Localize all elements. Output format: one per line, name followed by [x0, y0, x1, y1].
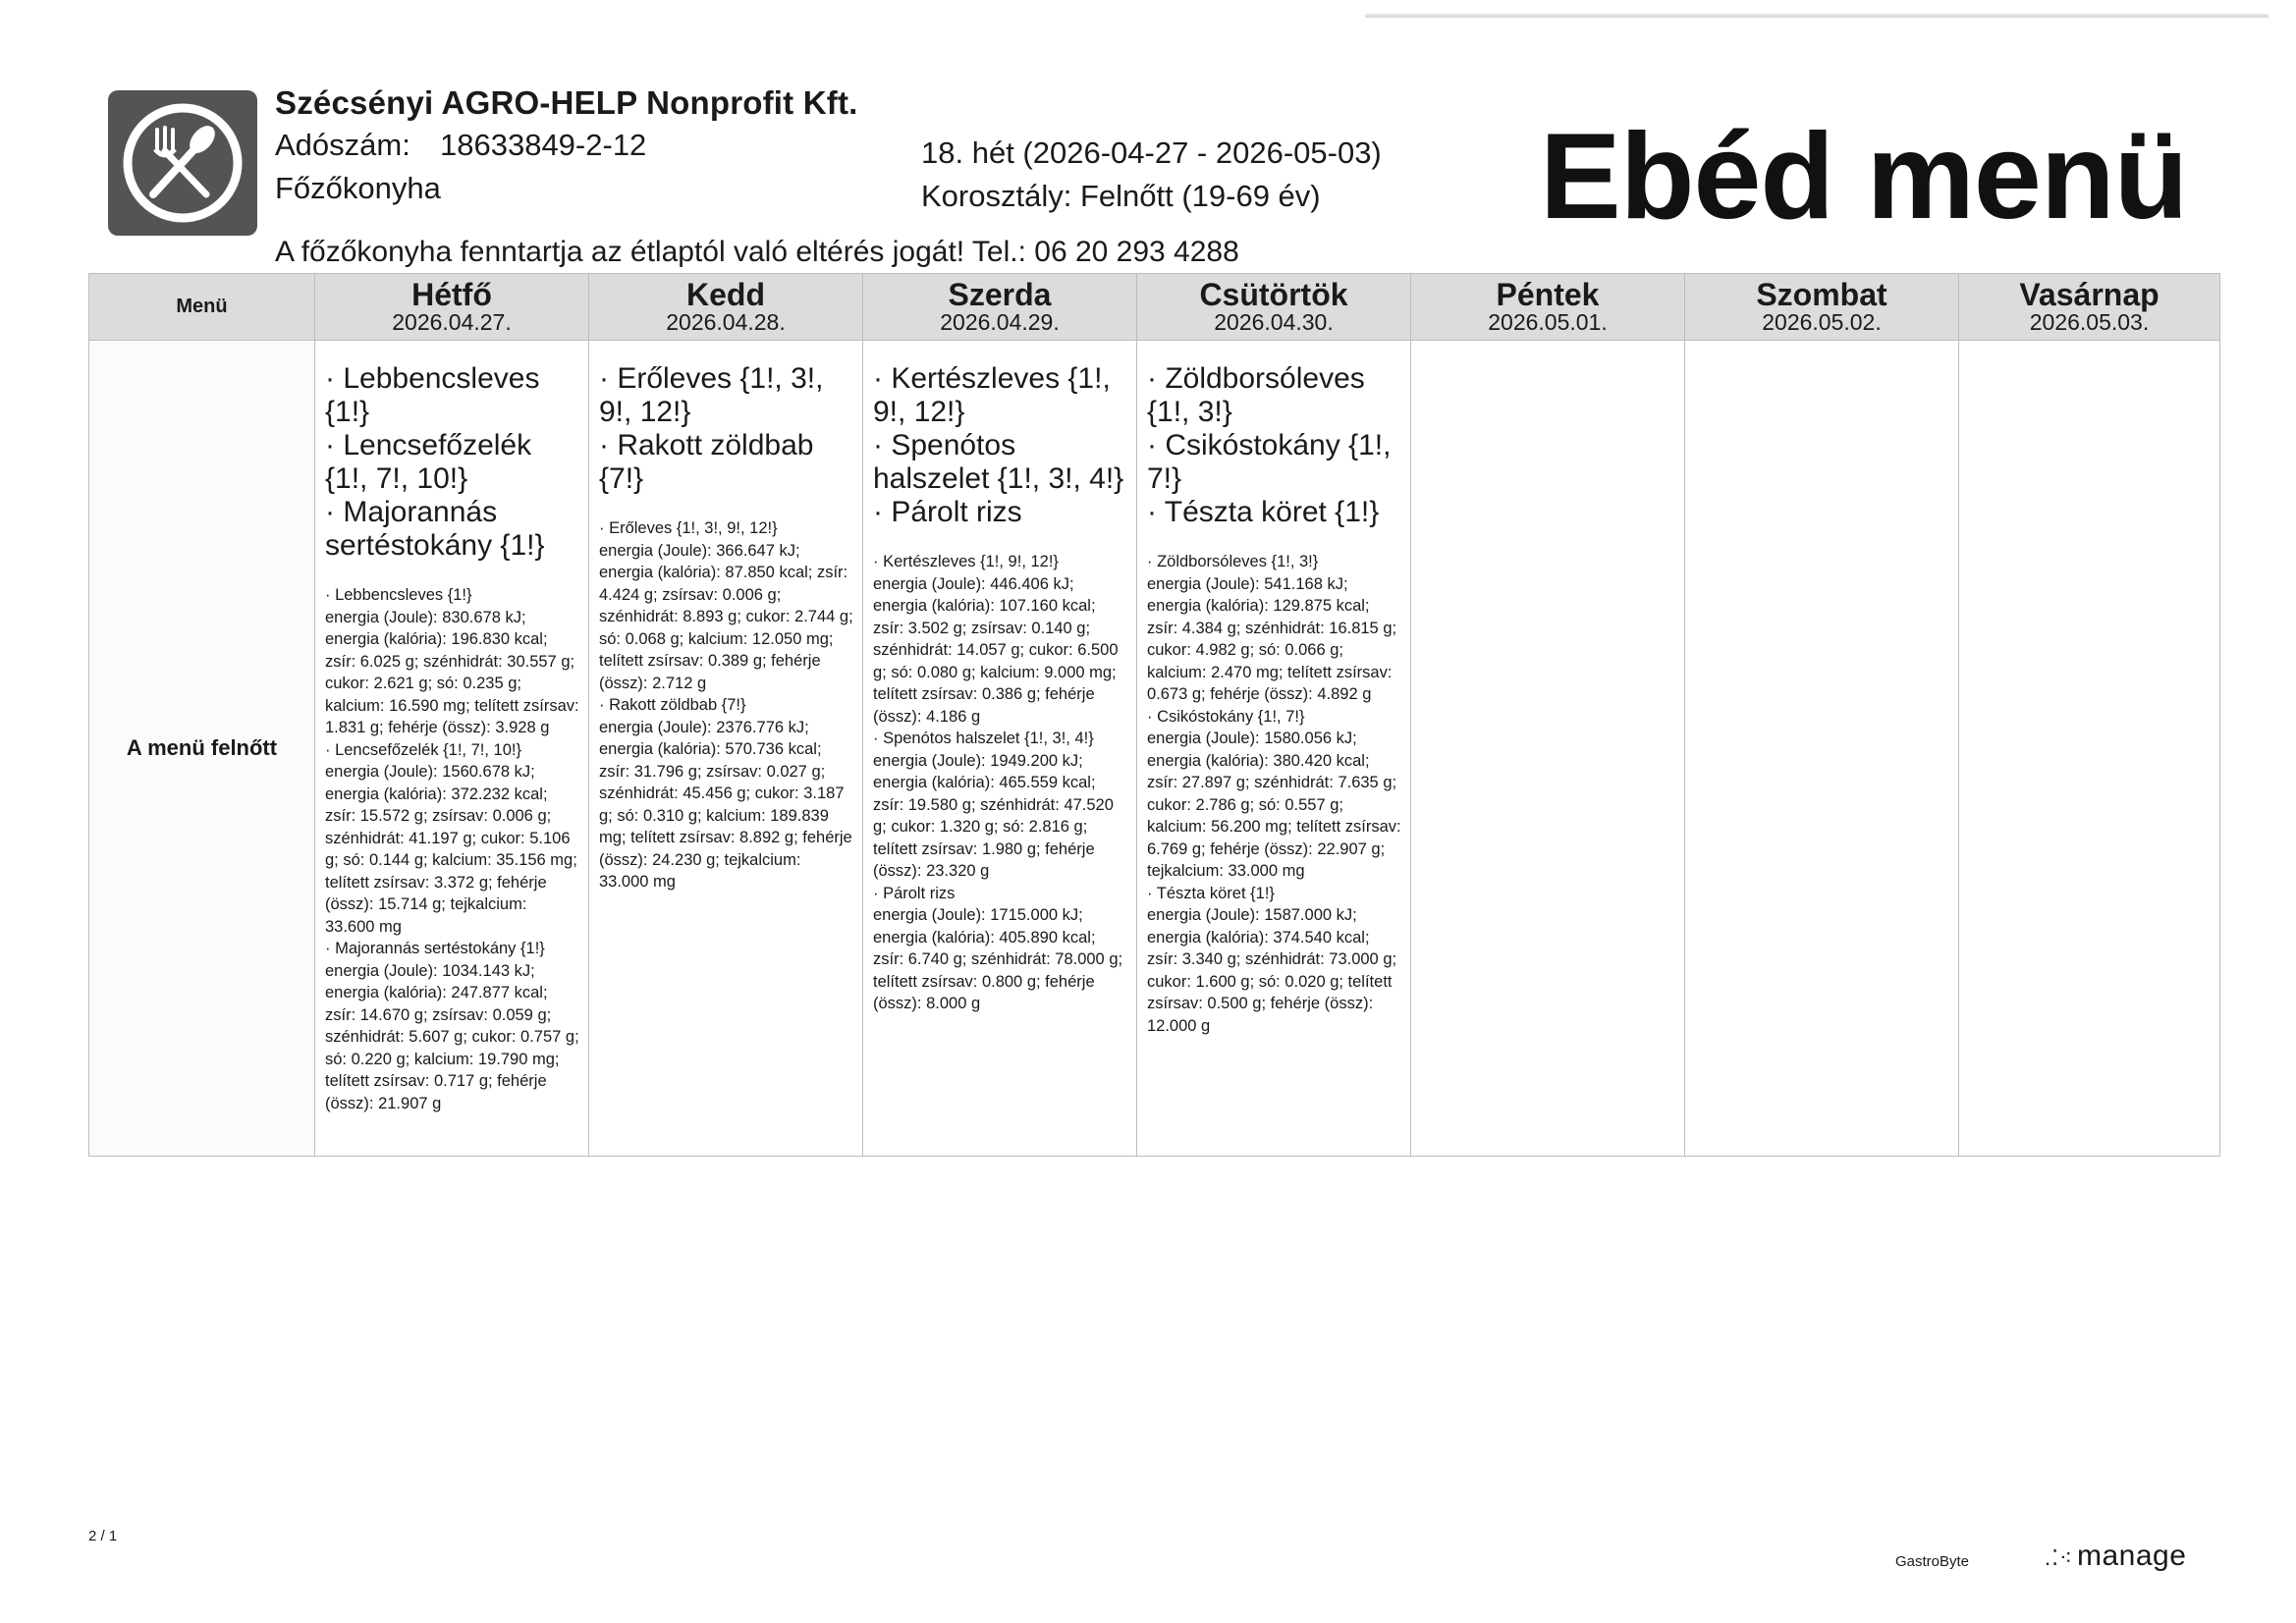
nutrition-dish: · Rakott zöldbab {7!}: [599, 696, 746, 714]
nutrition-dish: · Lencsefőzelék {1!, 7!, 10!}: [325, 740, 521, 759]
brand-manage-text: manage: [2077, 1540, 2187, 1572]
nutrition-values: energia (Joule): 1949.200 kJ; energia (kalória): 465.559 kcal; zsír: 19.580 g; szénhidrát: 47.520 g; cukor: 1.320 g; só: 2.816 g; telített zsírsav: 1.980 g; fehérje (össz): 23.320 g: [873, 751, 1114, 880]
nutrition-dish: · Spenótos halszelet {1!, 3!, 4!}: [873, 730, 1094, 747]
nutrition-values: energia (Joule): 1560.678 kJ; energia (kalória): 372.232 kcal; zsír: 15.572 g; zsírsav: 0.006 g; szénhidrát: 41.197 g; cukor: 5.106 g; só: 0.144 g; kalcium: 35.156 mg; telített zsírsav: 3.372 g; fehérje (össz): 15.714 g; tejkalcium: 33.600 mg: [325, 763, 577, 936]
nutrition-dish: · Tészta köret {1!}: [1147, 884, 1275, 902]
day-header-wednesday: [863, 274, 1137, 341]
day-name: Csütörtök: [1199, 276, 1348, 312]
nutrition-values: energia (Joule): 366.647 kJ; energia (kalória): 87.850 kcal; zsír: 4.424 g; zsírsav: 0.006 g; szénhidrát: 8.893 g; cukor: 2.744 g; só: 0.068 g; kalcium: 12.050 mg; telített zsírsav: 0.389 g; fehérje (össz): 2.712 g: [599, 541, 853, 692]
day-date: 2026.04.27.: [392, 309, 512, 336]
corner-label: Menü: [89, 274, 315, 341]
day-date: 2026.05.02.: [1762, 309, 1882, 336]
nutrition-values: energia (Joule): 541.168 kJ; energia (kalória): 129.875 kcal; zsír: 4.384 g; szénhidrát: 16.815 g; cukor: 4.982 g; só: 0.066 g; kalcium: 2.470 mg; telített zsírsav: 0.673 g; fehérje (össz): 4.892 g: [1147, 574, 1397, 703]
day-cell-monday: [315, 341, 589, 1157]
nutrition-dish: · Párolt rizs: [873, 884, 956, 902]
day-header-saturday: [1685, 274, 1959, 341]
day-date: 2026.04.28.: [666, 309, 786, 336]
day-date: 2026.05.03.: [2029, 309, 2150, 336]
dish-name: · Tészta köret {1!}: [1147, 496, 1380, 528]
menu-row: [89, 341, 2220, 1157]
dish-name: · Kertészleves {1!, 9!, 12!}: [873, 362, 1111, 428]
nutrition-dish: · Csikóstokány {1!, 7!}: [1147, 707, 1305, 726]
nutrition-dish: · Erőleves {1!, 3!, 9!, 12!}: [599, 519, 778, 537]
day-name: Kedd: [686, 276, 765, 312]
nutrition-values: energia (Joule): 830.678 kJ; energia (kalória): 196.830 kcal; zsír: 6.025 g; szénhidrát: 30.557 g; cukor: 2.621 g; só: 0.235 g; kalcium: 16.590 mg; telített zsírsav: 1.831 g; fehérje (össz): 3.928 g: [325, 608, 579, 736]
day-header-thursday: [1137, 274, 1411, 341]
day-name: Szombat: [1756, 276, 1887, 312]
nutrition-values: energia (Joule): 2376.776 kJ; energia (kalória): 570.736 kcal; zsír: 31.796 g; zsírsav: 0.027 g; szénhidrát: 45.456 g; cukor: 3.187 g; só: 0.310 g; kalcium: 189.839 mg; telített zsírsav: 8.892 g; fehérje (össz): 24.230 g; tejkalcium: 33.000 mg: [599, 718, 852, 891]
day-cell-thursday: [1137, 341, 1411, 1157]
day-header-sunday: [1959, 274, 2220, 341]
day-name: Szerda: [948, 276, 1052, 312]
day-date: 2026.04.30.: [1214, 309, 1334, 336]
day-cell-friday: [1411, 341, 1685, 1157]
day-header-tuesday: [589, 274, 863, 341]
day-cell-saturday: [1685, 341, 1959, 1157]
dish-name: · Párolt rizs: [873, 496, 1022, 528]
dish-name: · Rakott zöldbab {7!}: [599, 429, 814, 495]
spoon-fork-icon: [108, 90, 257, 236]
page-number: 2 / 1: [88, 1528, 118, 1544]
day-cell-wednesday: [863, 341, 1137, 1157]
top-rule: [1365, 14, 2269, 18]
day-name: Vasárnap: [2019, 276, 2159, 312]
nutrition-values: energia (Joule): 1580.056 kJ; energia (kalória): 380.420 kcal; zsír: 27.897 g; szénhidrát: 7.635 g; cukor: 2.786 g; só: 0.557 g; kalcium: 56.200 mg; telített zsírsav: 6.769 g; fehérje (össz): 22.907 g; tejkalcium: 33.000 mg: [1147, 730, 1401, 880]
day-date: 2026.05.01.: [1488, 309, 1608, 336]
dish-name: · Zöldborsóleves {1!, 3!}: [1147, 362, 1365, 428]
company-name: Szécsényi AGRO-HELP Nonprofit Kft.: [275, 84, 858, 121]
nutrition-info: [873, 551, 1128, 1015]
dish-name: · Csikóstokány {1!, 7!}: [1147, 429, 1392, 495]
nutrition-values: energia (Joule): 446.406 kJ; energia (kalória): 107.160 kcal; zsír: 3.502 g; zsírsav: 0.140 g; szénhidrát: 14.057 g; cukor: 6.500 g; só: 0.080 g; kalcium: 9.000 mg; telített zsírsav: 0.386 g; fehérje (össz): 4.186 g: [873, 574, 1119, 726]
nutrition-values: energia (Joule): 1715.000 kJ; energia (kalória): 405.890 kcal; zsír: 6.740 g; szénhidrát: 78.000 g; telített zsírsav: 0.800 g; fehérje (össz): 8.000 g: [873, 906, 1123, 1012]
nutrition-info: [1147, 551, 1402, 1037]
nutrition-dish: · Kertészleves {1!, 9!, 12!}: [873, 553, 1059, 570]
header-row: [89, 274, 2220, 341]
dish-name: · Erőleves {1!, 3!, 9!, 12!}: [599, 362, 824, 428]
nutrition-values: energia (Joule): 1034.143 kJ; energia (kalória): 247.877 kcal; zsír: 14.670 g; zsírsav: 0.059 g; szénhidrát: 5.607 g; cukor: 0.757 g; só: 0.220 g; kalcium: 19.790 mg; telített zsírsav: 0.717 g; fehérje (össz): 21.907 g: [325, 961, 579, 1112]
day-name: Péntek: [1496, 276, 1600, 312]
day-cell-sunday: [1959, 341, 2220, 1157]
nutrition-values: energia (Joule): 1587.000 kJ; energia (kalória): 374.540 kcal; zsír: 3.340 g; szénhidrát: 73.000 g; cukor: 1.600 g; só: 0.020 g; telített zsírsav: 0.500 g; fehérje (össz): 12.000 g: [1147, 906, 1397, 1035]
dish-name: · Majorannás sertéstokány {1!}: [325, 496, 545, 562]
day-cell-tuesday: [589, 341, 863, 1157]
page-title: Ebéd menü: [1540, 109, 2188, 244]
nutrition-info: [599, 517, 854, 893]
day-header-monday: [315, 274, 589, 341]
menu-table: [88, 273, 2220, 1157]
week-range: 18. hét (2026-04-27 - 2026-05-03): [921, 135, 1382, 170]
disclaimer: A főzőkonyha fenntartja az étlaptól való eltérés jogát! Tel.: 06 20 293 4288: [275, 236, 1239, 268]
nutrition-dish: · Zöldborsóleves {1!, 3!}: [1147, 553, 1319, 570]
nutrition-dish: · Lebbencsleves {1!}: [325, 586, 472, 604]
nutrition-info: [325, 584, 580, 1114]
kitchen-label: Főzőkonyha: [275, 171, 441, 205]
nutrition-dish: · Majorannás sertéstokány {1!}: [325, 940, 545, 957]
brand-manage-logo: [2045, 1540, 2186, 1573]
row-label: A menü felnőtt: [89, 341, 315, 1157]
dots-icon: .⁚⁖: [2045, 1545, 2073, 1570]
dish-name: · Lebbencsleves {1!}: [325, 362, 540, 428]
dish-name: · Spenótos halszelet {1!, 3!, 4!}: [873, 429, 1124, 495]
age-group: Korosztály: Felnőtt (19-69 év): [921, 179, 1321, 213]
dish-name: · Lencsefőzelék {1!, 7!, 10!}: [325, 429, 532, 495]
day-name: Hétfő: [411, 276, 492, 312]
day-date: 2026.04.29.: [940, 309, 1060, 336]
brand-gastrobyte: GastroByte: [1895, 1553, 1970, 1570]
tax-label: Adószám:: [275, 128, 410, 162]
tax-number: 18633849-2-12: [440, 128, 647, 162]
day-header-friday: [1411, 274, 1685, 341]
